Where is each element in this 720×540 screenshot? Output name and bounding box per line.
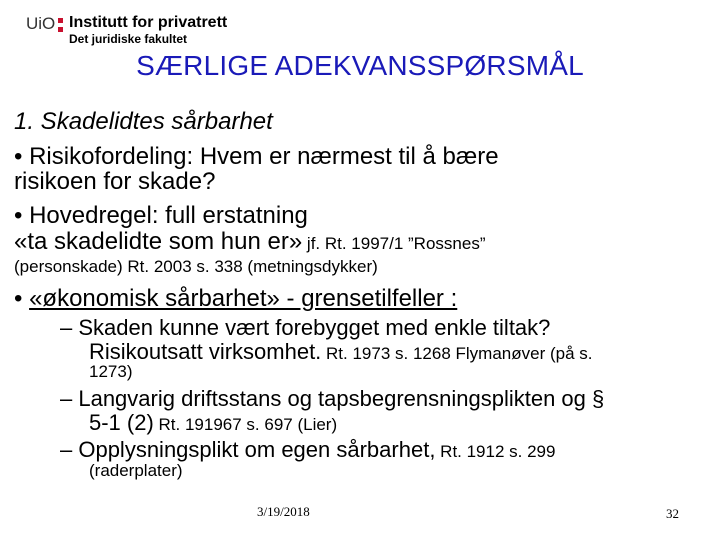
faculty-name: Det juridiske fakultet xyxy=(69,32,188,46)
sub-item-downtime: – Langvarig driftsstans og tapsbegrensningsplikten og § xyxy=(60,386,605,411)
logo-short: UiO xyxy=(26,14,56,33)
sub-item-prevention-cont xyxy=(89,339,592,365)
institute-name: Institutt for privatrett xyxy=(69,14,228,31)
disclosure-text: – Opplysningsplikt om egen sårbarhet, xyxy=(60,437,436,462)
case-ref-personskade: (personskade) Rt. 2003 s. 338 (metningsdykker) xyxy=(14,257,378,276)
sub-item-downtime-cont xyxy=(89,410,337,436)
bullet-economic xyxy=(14,285,457,313)
logo-colon-mark xyxy=(58,18,63,36)
case-ref-flymanover: Rt. 1973 s. 1268 Flymanøver (på s. xyxy=(321,344,593,363)
bullet-main-rule: • Hovedregel: full erstatning xyxy=(14,202,308,229)
bullet-main-rule-quote xyxy=(14,228,486,256)
sub-item-prevention: – Skaden kunne vært forebygget med enkle tiltak? xyxy=(60,315,551,340)
bullet-risk-line1: • Risikofordeling: Hvem er nærmest til å bære xyxy=(14,143,499,170)
case-ref-raderplater: (raderplater) xyxy=(89,461,183,480)
section-ref: 5-1 (2) xyxy=(89,410,154,435)
risk-activity-text: Risikoutsatt virksomhet. xyxy=(89,339,322,364)
case-ref-rossnes: jf. Rt. 1997/1 ”Rossnes” xyxy=(302,234,486,253)
case-ref-lier: Rt. 191967 s. 697 (Lier) xyxy=(153,415,338,434)
footer-date: 3/19/2018 xyxy=(257,504,310,519)
sub-item-disclosure xyxy=(60,437,555,463)
case-ref-1912: Rt. 1912 s. 299 xyxy=(435,442,556,461)
bullet-mark: • xyxy=(14,285,30,312)
bullet-risk-line2: risikoen for skade? xyxy=(14,168,216,195)
case-ref-page: 1273) xyxy=(89,362,133,381)
quote-text: «ta skadelidte som hun er» xyxy=(14,228,303,255)
item-heading: 1. Skadelidtes sårbarhet xyxy=(14,108,273,135)
slide-title: SÆRLIGE ADEKVANSSPØRSMÅL xyxy=(136,50,584,81)
page-number: 32 xyxy=(666,506,679,521)
economic-heading: «økonomisk sårbarhet» - grensetilfeller : xyxy=(29,285,458,312)
